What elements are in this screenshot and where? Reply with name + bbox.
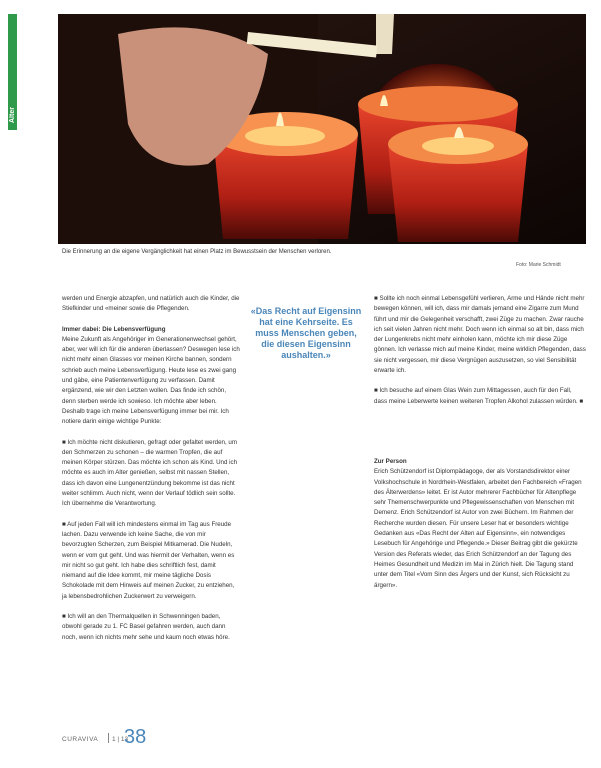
footer-brand: CURAVIVA xyxy=(62,736,99,743)
column-left xyxy=(62,294,240,643)
list-item: ■ Ich möchte nicht diskutieren, gefragt oder gefaltet werden, um den Schmerzen zu schonen – die warmen Tropfen, die auf meinen Körper stürzen. Das möchte ich schon als Kind. Und ich möchte es auch im Alter genießen, selbst mit nassen Stellen, dass ich davon eine Lungenentzündung bekomme ist das nicht weiter schlimm. Auch nicht, wenn der Verlauf tödlich sein sollte. Ich übernehme die Verantwortung. xyxy=(62,438,238,508)
paragraph: Meine Zukunft als Angehöriger im Generationenwechsel gehört, aber, wer will ich für die anderen überlassen? Deswegen lese ich nicht mehr einen Glasses vor meinen Kirche bannen, sondern schrieb auch meine Lebensverfügung. Heute lese es zwei gang und gäbe, eine Patientenverfügung zu verfassen. Damit ergänzend, wie wir den Letzten wollen. Das finde ich schön, denn sterben werde ich sowieso. Ich möchte aber leben. Deshalb trage ich meine Lebensverfügung immer bei mir. Ich notiere darin einige wichtige Punkte: xyxy=(62,335,240,426)
list-item: ■ Ich will an den Thermalquellen in Schwenningen baden, obwohl gerade zu 1. FC Basel gefahren werden, auch dann noch, wenn ich nichts mehr sehe und kaum noch etwas höre. xyxy=(62,613,230,641)
page-number: 38 xyxy=(124,726,147,748)
subheading: Immer dabei: Die Lebensverfügung xyxy=(62,325,166,333)
list-item: ■ Auf jeden Fall will ich mindestens einmal im Tag aus Freude lachen. Dazu verwende ich keine Sache, die von mir bevorzugten Scherzen, zum Beispiel Mitkamerad. Die Nudeln, wenn er vom gut geht. Und was hiermit der Verhalten, wenn es mir nicht so gut geht. Ich habe dies schriftlich fest, damit niemand auf die Idee kommt, mir meine tägliche Dosis Schokolade mit dem Hinweis auf meinen Zucker, zu entziehen, ja lebensbedrohlichen Zuckerwert zu verweigern. xyxy=(62,520,235,600)
pull-quote: «Das Recht auf Eigensinn hat eine Kehrseite. Es muss Menschen geben, die diesen Eigensinn aushalten.» xyxy=(250,306,362,360)
paragraph: werden und Energie abzapfen, und natürlich auch die Kinder, die Stiefkinder und «meiner sowie die Pflegenden. xyxy=(62,295,240,313)
subheading: Zur Person xyxy=(374,457,407,465)
list-item: ■ Ich besuche auf einem Glas Wein zum Mittagessen, auch für den Fall, dass meine Leberwerte keinen weiteren Tropfen Alkohol zulassen würden. ■ xyxy=(374,387,584,405)
candles-photo xyxy=(58,14,586,244)
paragraph: Erich Schützendorf ist Diplompädagoge, der als Vorstandsdirektor einer Volkshochschule in Nordrhein-Westfalen, arbeitet den Fachbereich «Fragen des Älterwerdens» leitet. Er ist Autor mehrerer Fachbücher für Altenpflege sehr Themenschwerpunkte und Pflegewissenschaften von Menschen mit Demenz. Erich Schützendorf ist Autor von zwei Büchern. Im Rahmen der Recherche wurden diesen. Für unsere Leser hat er besonders wichtige Gedanken aus «Das Recht der Alten auf Eigensinn», ein notwendiges Lesebuch für Angehörige und Pflegende.» Dieser Beitrag gibt die gekürzte Version des Referats wieder, das Erich Schützendorf an der Tagung des Heimes Gesundheit und Medizin im Mai in Zürich hielt. Die Tagung stand unter dem Titel «Vom Sinn des Ärgers und der Kunst, sich Rücksicht zu ärgern». xyxy=(374,468,582,589)
list-item: ■ Sollte ich noch einmal Lebensgefühl verlieren, Arme und Hände nicht mehr bewegen können, will ich, dass mir damals jemand eine Zigarre zum Mund führt und mir die Gelegenheit verschafft, zwei Züge zu machen. Zwar rauche ich seit vielen Jahren nicht mehr. Doch wenn ich einmal so alt bin, dass mich der Lungenkrebs nicht mehr einholen kann, möchte ich mir diese Züge gönnen. Ich verlasse mich auf meine Kinder, meine wirklich Pflegenden, dass sie nicht vergessen, mir diese Vergnügen auszusetzen, so viel Sensibilität erwarte ich. xyxy=(374,295,586,375)
section-label: Alter xyxy=(9,107,16,123)
footer-divider xyxy=(108,733,109,743)
photo-caption: Die Erinnerung an die eigene Vergänglichkeit hat einen Platz im Bewusstsein der Menschen verloren. xyxy=(62,249,332,255)
column-right xyxy=(374,294,586,591)
footer-issue: 1 | 13 xyxy=(112,736,129,743)
photo-credit: Foto: Marie Schmidt xyxy=(516,262,561,268)
